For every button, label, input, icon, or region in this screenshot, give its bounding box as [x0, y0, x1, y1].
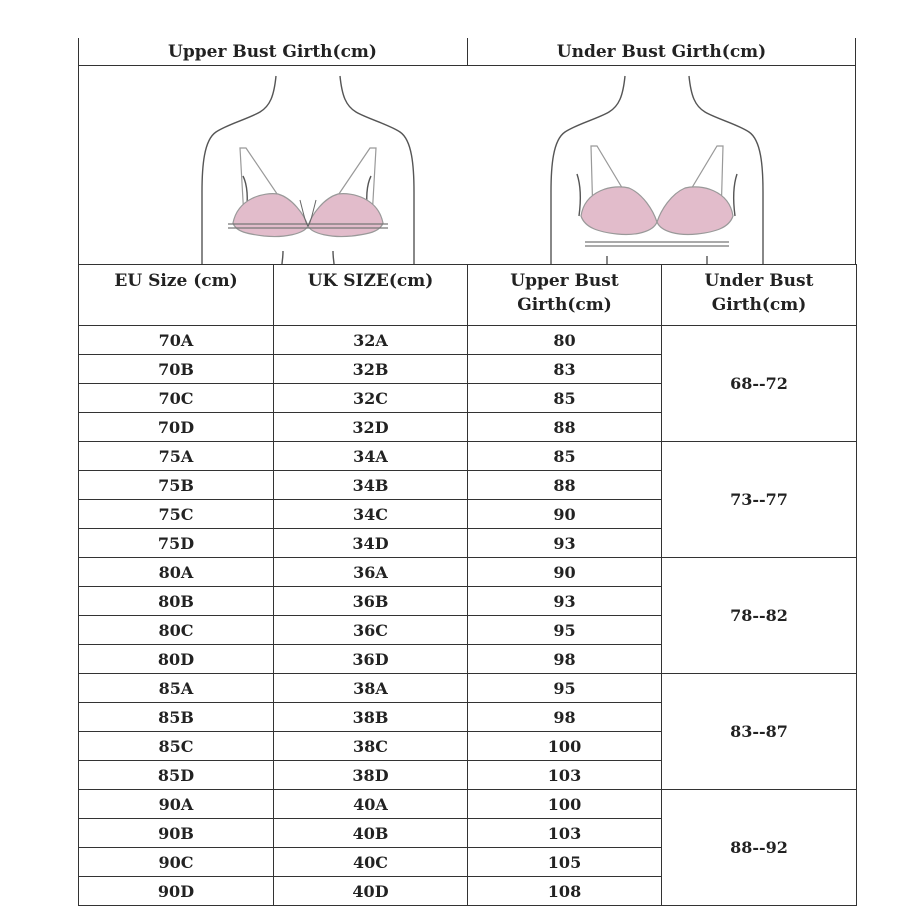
table-row [79, 326, 857, 355]
eu-size-cell: 70A [79, 326, 274, 355]
uk-size-cell: 40D [274, 877, 468, 906]
uk-size-cell: 38D [274, 761, 468, 790]
eu-size-cell: 80B [79, 587, 274, 616]
eu-size-cell: 75B [79, 471, 274, 500]
upper-bust-cell: 90 [468, 500, 662, 529]
eu-size-cell: 75C [79, 500, 274, 529]
upper-bust-cell: 88 [468, 413, 662, 442]
eu-size-cell: 80A [79, 558, 274, 587]
header-upper-bust-line2: Girth(cm) [517, 295, 612, 315]
uk-size-cell: 32D [274, 413, 468, 442]
eu-size-cell: 90B [79, 819, 274, 848]
under-bust-range-cell: 73--77 [662, 442, 857, 558]
upper-bust-cell: 98 [468, 703, 662, 732]
upper-bust-cell: 98 [468, 645, 662, 674]
upper-bust-cell: 85 [468, 442, 662, 471]
header-uk-size: UK SIZE(cm) [274, 265, 468, 326]
upper-bust-cell: 95 [468, 674, 662, 703]
upper-bust-cell: 103 [468, 819, 662, 848]
eu-size-cell: 70B [79, 355, 274, 384]
table-header-row [79, 265, 857, 326]
uk-size-cell: 40B [274, 819, 468, 848]
uk-size-cell: 32C [274, 384, 468, 413]
eu-size-cell: 75A [79, 442, 274, 471]
header-eu-size: EU Size (cm) [79, 265, 274, 326]
upper-bust-cell: 100 [468, 790, 662, 819]
uk-size-cell: 40C [274, 848, 468, 877]
under-bust-measurement-figure-icon [467, 66, 856, 264]
upper-bust-cell: 95 [468, 616, 662, 645]
under-bust-range-cell: 83--87 [662, 674, 857, 790]
header-under-bust-line2: Girth(cm) [711, 295, 807, 315]
uk-size-cell: 40A [274, 790, 468, 819]
uk-size-cell: 34A [274, 442, 468, 471]
uk-size-cell: 36B [274, 587, 468, 616]
upper-bust-cell: 90 [468, 558, 662, 587]
header-under-bust-line1: Under Bust [704, 271, 814, 291]
table-row [79, 674, 857, 703]
upper-bust-cell: 105 [468, 848, 662, 877]
eu-size-cell: 85B [79, 703, 274, 732]
table-row [79, 558, 857, 587]
eu-size-cell: 80C [79, 616, 274, 645]
under-bust-section-title: Under Bust Girth(cm) [556, 42, 767, 62]
uk-size-cell: 38B [274, 703, 468, 732]
under-bust-range-cell: 78--82 [662, 558, 857, 674]
uk-size-cell: 32A [274, 326, 468, 355]
uk-size-cell: 38A [274, 674, 468, 703]
illustration-strip [78, 66, 856, 264]
upper-bust-cell: 93 [468, 587, 662, 616]
upper-bust-cell: 108 [468, 877, 662, 906]
uk-size-cell: 36A [274, 558, 468, 587]
header-upper-bust [468, 265, 662, 326]
eu-size-cell: 90D [79, 877, 274, 906]
uk-size-cell: 34D [274, 529, 468, 558]
eu-size-cell: 90A [79, 790, 274, 819]
uk-size-cell: 34C [274, 500, 468, 529]
eu-size-cell: 80D [79, 645, 274, 674]
header-under-bust [662, 265, 857, 326]
upper-bust-cell: 100 [468, 732, 662, 761]
eu-size-cell: 85A [79, 674, 274, 703]
upper-bust-section-title: Upper Bust Girth(cm) [168, 42, 377, 62]
uk-size-cell: 36D [274, 645, 468, 674]
uk-size-cell: 36C [274, 616, 468, 645]
under-bust-range-cell: 68--72 [662, 326, 857, 442]
upper-bust-cell: 88 [468, 471, 662, 500]
size-table [78, 264, 857, 906]
under-bust-range-cell: 88--92 [662, 790, 857, 906]
section-title-bar [78, 38, 856, 66]
table-row [79, 790, 857, 819]
uk-size-cell: 32B [274, 355, 468, 384]
eu-size-cell: 90C [79, 848, 274, 877]
upper-bust-measurement-figure-icon [78, 66, 467, 264]
size-table-body [79, 326, 857, 906]
upper-bust-cell: 103 [468, 761, 662, 790]
eu-size-cell: 85D [79, 761, 274, 790]
upper-bust-cell: 80 [468, 326, 662, 355]
uk-size-cell: 34B [274, 471, 468, 500]
eu-size-cell: 85C [79, 732, 274, 761]
header-upper-bust-line1: Upper Bust [510, 271, 619, 291]
upper-bust-cell: 83 [468, 355, 662, 384]
size-chart-sheet [78, 38, 856, 906]
uk-size-cell: 38C [274, 732, 468, 761]
upper-bust-cell: 93 [468, 529, 662, 558]
eu-size-cell: 70D [79, 413, 274, 442]
table-row [79, 442, 857, 471]
upper-bust-cell: 85 [468, 384, 662, 413]
eu-size-cell: 75D [79, 529, 274, 558]
eu-size-cell: 70C [79, 384, 274, 413]
